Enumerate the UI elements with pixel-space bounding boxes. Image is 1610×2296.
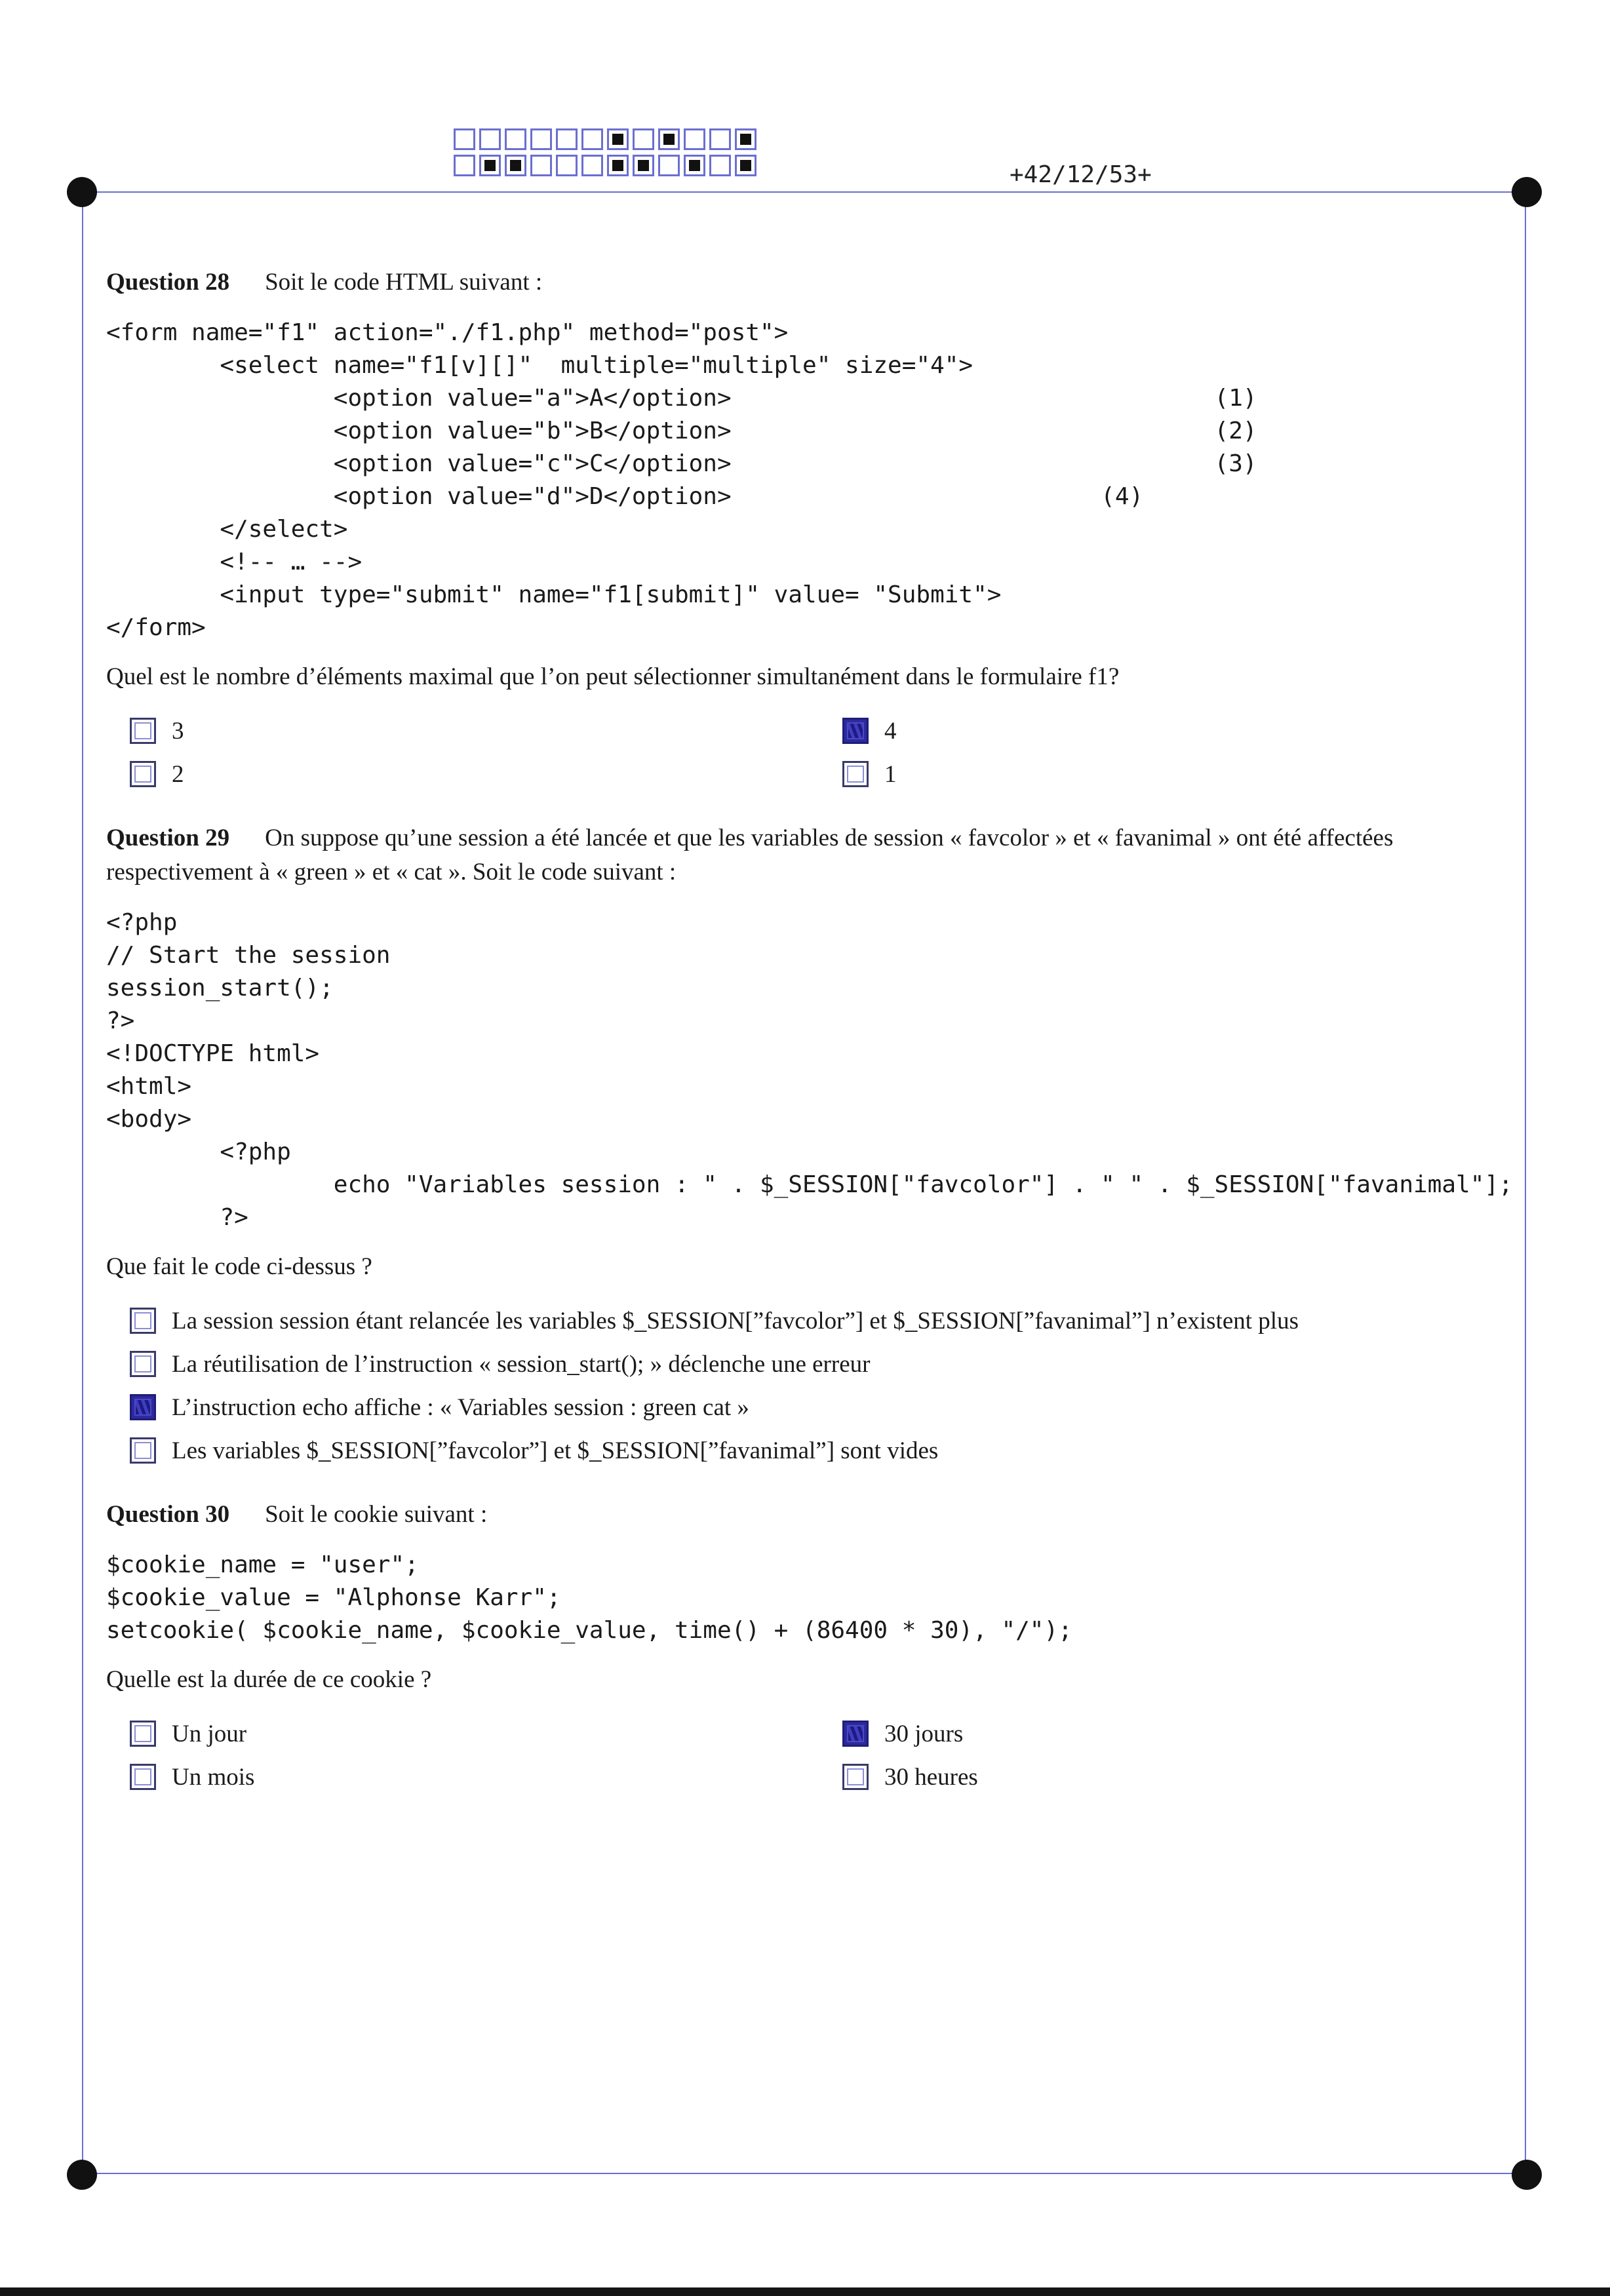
page-barcode (454, 128, 760, 181)
question-intro: Soit le cookie suivant : (265, 1501, 488, 1528)
answer-option (130, 714, 842, 748)
question-label: Question 29 (106, 825, 230, 851)
answer-option (130, 1347, 1522, 1381)
question-intro: On suppose qu’une session a été lancée et que les variables de session « favcolor » et « favanimal » ont été affectées respectivement à « green » et « cat ». Soit le code suivant : (106, 825, 1394, 885)
answer-option (842, 1760, 1498, 1794)
barcode-cell-filled (658, 128, 680, 150)
answer-checkbox[interactable] (130, 718, 156, 744)
question-prompt: Quelle est la durée de ce cookie ? (106, 1666, 432, 1693)
corner-mark-bottom-right (1512, 2160, 1542, 2190)
answer-text: L’instruction echo affiche : « Variables session : green cat » (172, 1393, 749, 1421)
answer-text: La réutilisation de l’instruction « session_start(); » déclenche une erreur (172, 1350, 871, 1378)
exam-content (106, 265, 1522, 1824)
barcode-cell-empty (633, 128, 654, 150)
answer-text: Les variables $_SESSION[”favcolor”] et $_SESSION[”favanimal”] sont vides (172, 1437, 939, 1464)
barcode-cell-filled (735, 128, 756, 150)
code-block: $cookie_name = "user"; $cookie_value = "Alphonse Karr"; setcookie( $cookie_name, $cookie_value, time() + (86400 * 30), "/"); (106, 1551, 1072, 1644)
answer-option (130, 1304, 1522, 1338)
question-header (106, 265, 1522, 300)
question-29 (106, 821, 1522, 1468)
answer-option (130, 1433, 1522, 1468)
answer-option (130, 1390, 1522, 1424)
barcode-cell-empty (709, 128, 731, 150)
barcode-cell-filled (479, 155, 501, 176)
barcode-cell-empty (556, 155, 578, 176)
barcode-cell-filled (607, 155, 629, 176)
answer-checkbox[interactable] (130, 1351, 156, 1377)
answer-option (130, 757, 842, 791)
answer-checkbox[interactable] (130, 1721, 156, 1747)
answer-text: 4 (884, 717, 897, 745)
barcode-row (454, 128, 760, 150)
barcode-cell-empty (684, 128, 705, 150)
question-header (106, 821, 1522, 889)
barcode-cell-empty (479, 128, 501, 150)
barcode-cell-empty (556, 128, 578, 150)
question-header (106, 1498, 1522, 1532)
barcode-cell-empty (658, 155, 680, 176)
barcode-row (454, 155, 760, 176)
question-label: Question 28 (106, 269, 230, 296)
answer-option (842, 714, 1498, 748)
barcode-cell-filled (505, 155, 526, 176)
answer-text: 1 (884, 760, 897, 788)
answer-text: Un mois (172, 1763, 255, 1791)
barcode-cell-filled (684, 155, 705, 176)
barcode-cell-empty (581, 155, 603, 176)
answer-text: Un jour (172, 1720, 247, 1747)
barcode-cell-filled (607, 128, 629, 150)
answer-options (130, 1304, 1522, 1468)
answer-checkbox[interactable] (842, 761, 869, 787)
corner-mark-top-right (1512, 177, 1542, 207)
question-intro: Soit le code HTML suivant : (265, 269, 543, 296)
answer-checkbox[interactable] (130, 1308, 156, 1334)
barcode-cell-filled (735, 155, 756, 176)
barcode-cell-empty (530, 155, 552, 176)
answer-option (130, 1760, 842, 1794)
corner-mark-bottom-left (67, 2160, 97, 2190)
question-prompt: Quel est le nombre d’éléments maximal que l’on peut sélectionner simultanément dans le formulaire f1? (106, 663, 1120, 690)
question-30 (106, 1498, 1522, 1794)
scan-edge (0, 2287, 1610, 2296)
answer-text: 2 (172, 760, 184, 788)
answer-option (842, 1717, 1498, 1751)
answer-checkbox[interactable] (130, 1764, 156, 1790)
answer-checkbox[interactable] (130, 761, 156, 787)
answer-text: La session session étant relancée les variables $_SESSION[”favcolor”] et $_SESSION[”favanimal”] n’existent plus (172, 1307, 1299, 1334)
answer-text: 3 (172, 717, 184, 745)
answer-option (130, 1717, 842, 1751)
question-28 (106, 265, 1522, 791)
answer-checkbox[interactable] (842, 1764, 869, 1790)
barcode-cell-empty (505, 128, 526, 150)
answer-text: 30 jours (884, 1720, 964, 1747)
answer-checkbox[interactable] (130, 1437, 156, 1464)
answer-options (130, 714, 1522, 791)
question-prompt: Que fait le code ci-dessus ? (106, 1253, 372, 1280)
barcode-cell-empty (454, 155, 475, 176)
answer-text: 30 heures (884, 1763, 978, 1791)
barcode-cell-empty (581, 128, 603, 150)
answer-options (130, 1717, 1522, 1794)
answer-checkbox-checked[interactable] (130, 1394, 156, 1420)
barcode-cell-empty (454, 128, 475, 150)
answer-option (842, 757, 1498, 791)
barcode-cell-empty (530, 128, 552, 150)
corner-mark-top-left (67, 177, 97, 207)
question-label: Question 30 (106, 1501, 230, 1528)
code-block: <?php // Start the session session_start(); ?> <!DOCTYPE html> <html> <body> <?php echo "Variables session : " . $_SESSION["favcolor"] . " " . $_SESSION["favanimal"]; ?> (106, 909, 1513, 1231)
barcode-cell-empty (709, 155, 731, 176)
answer-checkbox-checked[interactable] (842, 1721, 869, 1747)
barcode-cell-filled (633, 155, 654, 176)
answer-checkbox-checked[interactable] (842, 718, 869, 744)
page-id: +42/12/53+ (1010, 161, 1152, 188)
code-block: <form name="f1" action="./f1.php" method="post"> <select name="f1[v][]" multiple="multiple" size="4"> <option value="a">A</option> (1) <option value="b">B</option> (2) <option value="c">C</option> (3) <option value="d">D</option> (4) </select> <!-- … --> <input type="submit" name="f1[submit]" value= "Submit"> </form> (106, 319, 1257, 641)
